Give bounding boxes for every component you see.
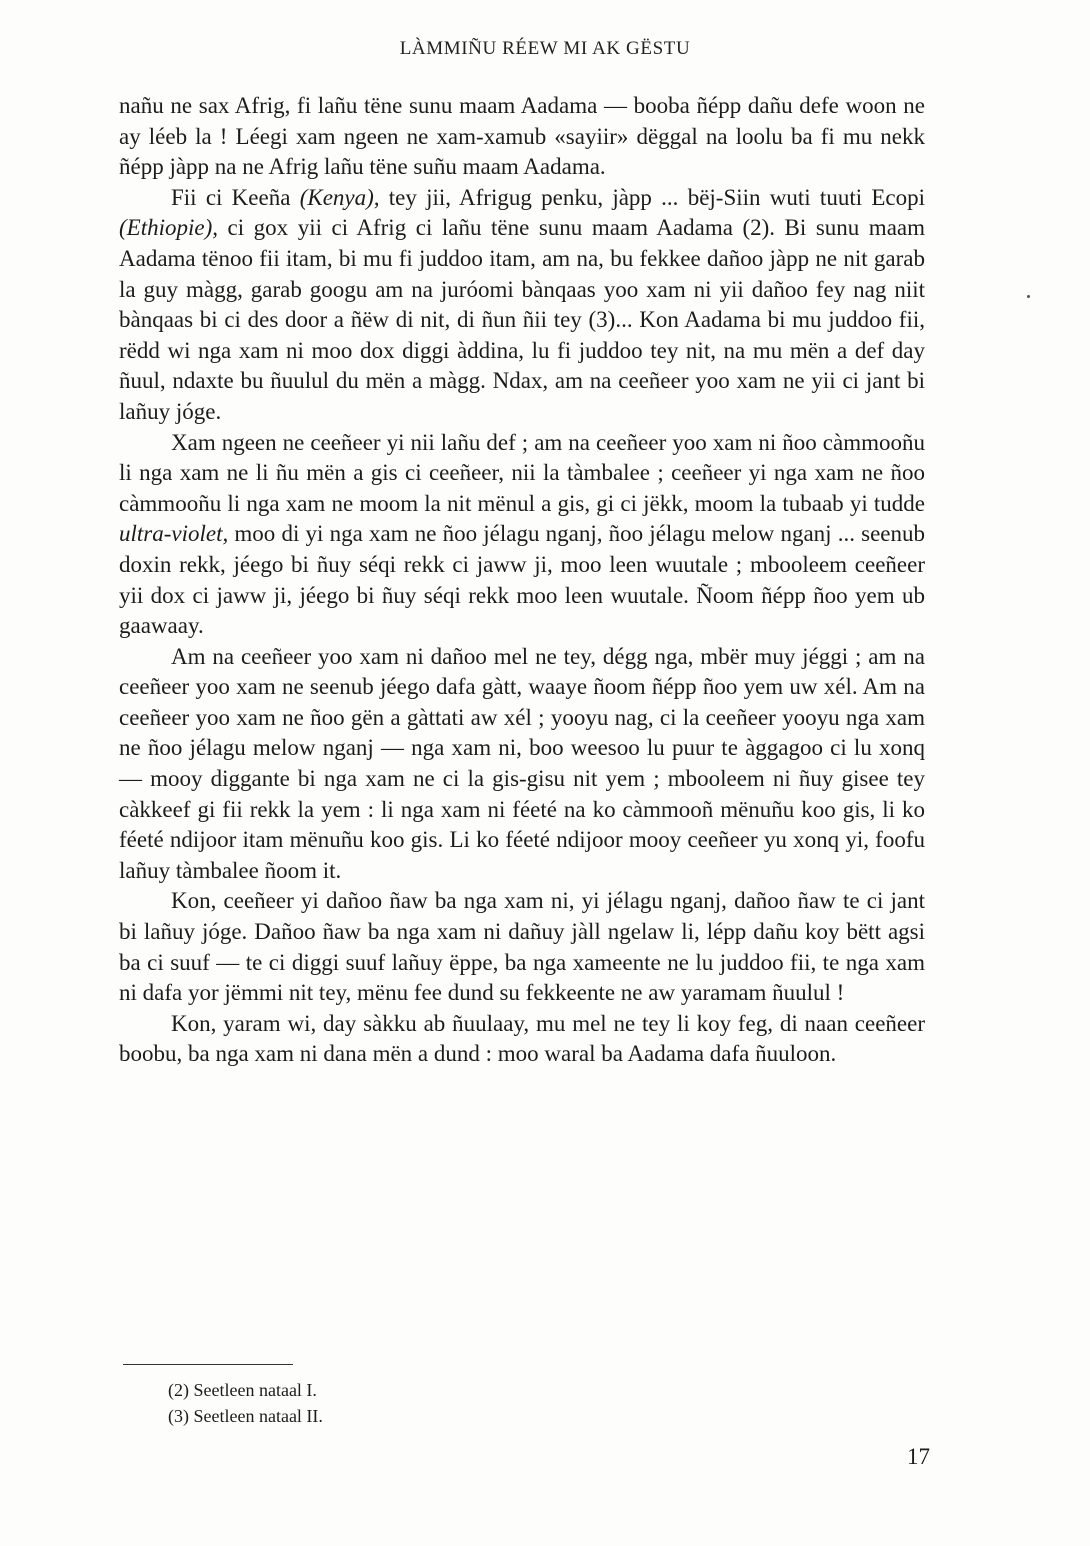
text-run: Am na ceeñeer yoo xam ni dañoo mel ne tey, dégg nga, mbër muy jéggi ; am na ceeñeer yoo xam ne seenub jéego dafa gàtt, waaye ñoom ñépp ñoo yem uw xél. Am na ceeñeer yoo xam ne ñoo gën a gàttati aw xél ; yooyu nag, ci la ceeñeer yooyu nga xam ne ñoo jélagu melow nganj — nga xam ni, boo weesoo lu puur te àggagoo ci lu xonq — mooy diggante bi nga xam ne ci la gis-gisu nit yem ; mbooleem ni ñuy gisee tey càkkeef gi fii rekk la yem : li nga xam ni féeté na ko càmmooñ mënuñu koo gis, li ko féeté ndijoor itam mënuñu koo gis. Li ko féeté ndijoor mooy ceeñeer yu xonq yi, foofu lañuy tàmbalee ñoom it.: [119, 643, 925, 883]
text-run: nañu ne sax Afrig, fi lañu tëne sunu maam Aadama — booba ñépp dañu defe woon ne ay léeb la ! Léegi xam ngeen ne xam-xamub «sayiir» dëggal na loolu ba fi mu nekk ñépp jàpp na ne Afrig lañu tëne suñu maam Aadama.: [119, 93, 925, 180]
text-run: tey jii, Afrigug penku, jàpp ... bëj-Siin wuti tuuti Ecopi: [379, 184, 926, 210]
footnotes: [168, 1377, 868, 1429]
italic-term: (Ethiopie),: [119, 215, 218, 241]
text-run: Xam ngeen ne ceeñeer yi nii lañu def ; am na ceeñeer yoo xam ni ñoo càmmooñu li nga xam ne li ñu mën a gis ci ceeñeer, nii la tàmbalee ; ceeñeer yi nga xam ne ñoo càmmooñu li nga xam ne moom la nit mënul a gis, gi ci jëkk, moom la tubaab yi tudde: [119, 429, 925, 516]
text-run: Kon, ceeñeer yi dañoo ñaw ba nga xam ni, yi jélagu nganj, dañoo ñaw te ci jant bi lañuy jóge. Dañoo ñaw ba nga xam ni dañuy jàll ngelaw li, lépp dañu koy bëtt agsi ba ci suuf — te ci diggi suuf lañuy ëppe, ba nga xameente ne lu juddoo fii, te nga xam ni dafa yor jëmmi nit tey, mënu fee dund su fekkeente ne aw yaramam ñuulul !: [119, 888, 925, 1006]
text-run: Fii ci Keeña: [171, 184, 300, 210]
text-run: moo di yi nga xam ne ñoo jélagu nganj, ñoo jélagu melow nganj ... seenub doxin rekk, jéego bi ñuy séqi rekk ci jaww ji, moo leen wuutale ; mbooleem ceeñeer yii dox ci jaww ji, jéego bi ñuy séqi rekk moo leen wuutale. Ñoom ñépp ñoo yem ub gaawaay.: [119, 521, 925, 639]
margin-speck: [1027, 295, 1030, 298]
footnote-3: (3) Seetleen nataal II.: [168, 1406, 323, 1426]
paragraph-6: [119, 1009, 925, 1070]
paragraph-5: [119, 886, 925, 1008]
footnote-2: (2) Seetleen nataal I.: [168, 1380, 317, 1400]
running-head: LÀMMIÑU RÉEW MI AK GËSTU: [399, 38, 691, 59]
paragraph-4: [119, 642, 925, 887]
text-run: Kon, yaram wi, day sàkku ab ñuulaay, mu mel ne tey li koy feg, di naan ceeñeer boobu, ba nga xam ni dana mën a dund : moo waral ba Aadama dafa ñuuloon.: [119, 1010, 925, 1067]
italic-term: ultra-violet,: [119, 521, 229, 547]
footnote-divider: [123, 1364, 293, 1365]
paragraph-1: [119, 91, 925, 183]
text-run: ci gox yii ci Afrig ci lañu tëne sunu maam Aadama (2). Bi sunu maam Aadama tënoo fii itam, bi mu fi juddoo itam, am na, bu fekkee dañoo jàpp ne nit garab la guy màgg, garab googu am na juróomi bànqaas yoo xam ni yii dañoo fey nag niit bànqaas bi ci des door a ñëw di nit, di ñun ñii tey (3)... Kon Aadama bi mu juddoo fii, rëdd wi nga xam ni moo dox diggi àddina, lu fi juddoo tey nit, na mu mën a def day ñuul, ndaxte bu ñuulul du mën a màgg. Ndax, am na ceeñeer yoo xam ne yii ci jant bi lañuy jóge.: [119, 215, 925, 424]
italic-term: (Kenya),: [299, 184, 380, 210]
body-text: [119, 91, 925, 1070]
page-number: 17: [907, 1444, 930, 1469]
paragraph-3: [119, 428, 925, 642]
paragraph-2: [119, 183, 925, 428]
